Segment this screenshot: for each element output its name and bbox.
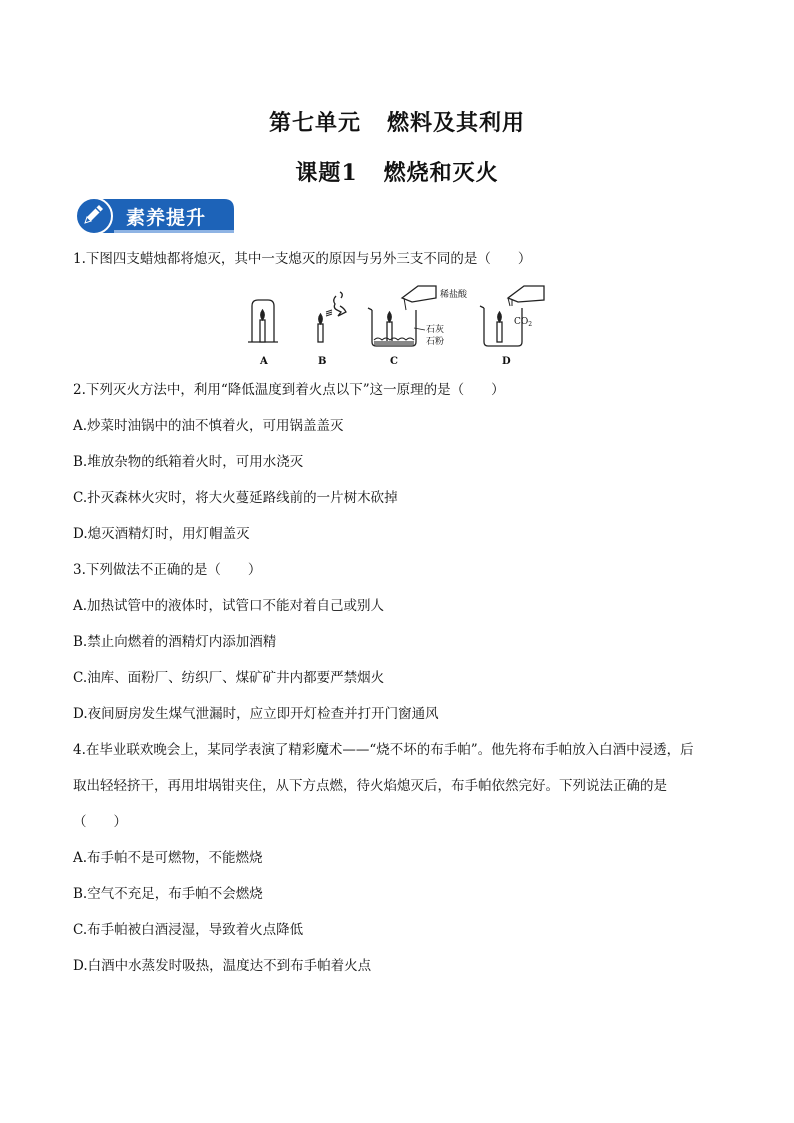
figure-b-blown-candle (318, 292, 346, 342)
question-2-option-b: B.堆放杂物的纸箱着火时，可用水浇灭 (73, 454, 304, 470)
question-3-stem: 3.下列做法不正确的是（ ） (73, 562, 262, 578)
question-2-option-d: D.熄灭酒精灯时，用灯帽盖灭 (73, 526, 250, 542)
question-3-option-a: A.加热试管中的液体时，试管口不能对着自己或别人 (73, 598, 385, 614)
question-4-stem-line-1: 4.在毕业联欢晚会上，某同学表演了精彩魔术——“烧不坏的布手帕”。他先将布手帕放入白酒中浸透，后 (73, 742, 694, 758)
question-4-option-d: D.白酒中水蒸发时吸热，温度达不到布手帕着火点 (73, 958, 372, 974)
label-dilute-hcl: 稀盐酸 (440, 290, 468, 300)
unit-title (0, 106, 794, 137)
figure-label-c: C (390, 356, 398, 367)
label-co2: $CO_2$ (514, 317, 533, 328)
question-3-option-d: D.夜间厨房发生煤气泄漏时，应立即开灯检查并打开门窗通风 (73, 706, 439, 722)
question-2-option-a: A.炒菜时油锅中的油不慎着火，可用锅盖盖灭 (73, 418, 344, 434)
figure-label-d: D (502, 356, 511, 367)
question-4-stem-line-3: （ ） (73, 814, 127, 830)
lesson-name: 燃烧和灭火 (383, 160, 499, 186)
question-3-option-b: B.禁止向燃着的酒精灯内添加酒精 (73, 634, 277, 650)
question-4-option-b: B.空气不充足，布手帕不会燃烧 (73, 886, 263, 902)
question-4-stem-line-2: 取出轻轻挤干，再用坩埚钳夹住，从下方点燃，待火焰熄灭后，布手帕依然完好。下列说法正确的是 (73, 778, 667, 794)
question-3-option-c: C.油库、面粉厂、纺织厂、煤矿矿井内都要严禁烟火 (73, 670, 385, 686)
question-1-figure (240, 284, 560, 370)
lesson-title (0, 156, 794, 187)
question-1-stem: 1.下图四支蜡烛都将熄灭，其中一支熄灭的原因与另外三支不同的是（ ） (73, 251, 532, 267)
section-banner-label: 素养提升 (126, 207, 207, 229)
question-2-stem: 2.下列灭火方法中，利用“降低温度到着火点以下”这一原理的是（ ） (73, 382, 505, 398)
unit-number: 第七单元 (268, 110, 361, 136)
figure-label-b: B (318, 356, 327, 367)
question-2-option-c: C.扑灭森林火灾时，将大火蔓延路线前的一片树木砍掉 (73, 490, 398, 506)
lesson-number: 课题1 (295, 160, 358, 186)
label-limestone-2: 石粉 (426, 337, 445, 347)
label-limestone-1: 石灰 (426, 325, 445, 335)
unit-name: 燃料及其利用 (387, 110, 526, 136)
figure-label-a: A (260, 356, 268, 367)
question-4-option-a: A.布手帕不是可燃物，不能燃烧 (73, 850, 263, 866)
figure-a-covered-candle (248, 300, 278, 342)
question-4-option-c: C.布手帕被白酒浸湿，导致着火点降低 (73, 922, 304, 938)
figure-d-co2-beaker (480, 286, 544, 346)
